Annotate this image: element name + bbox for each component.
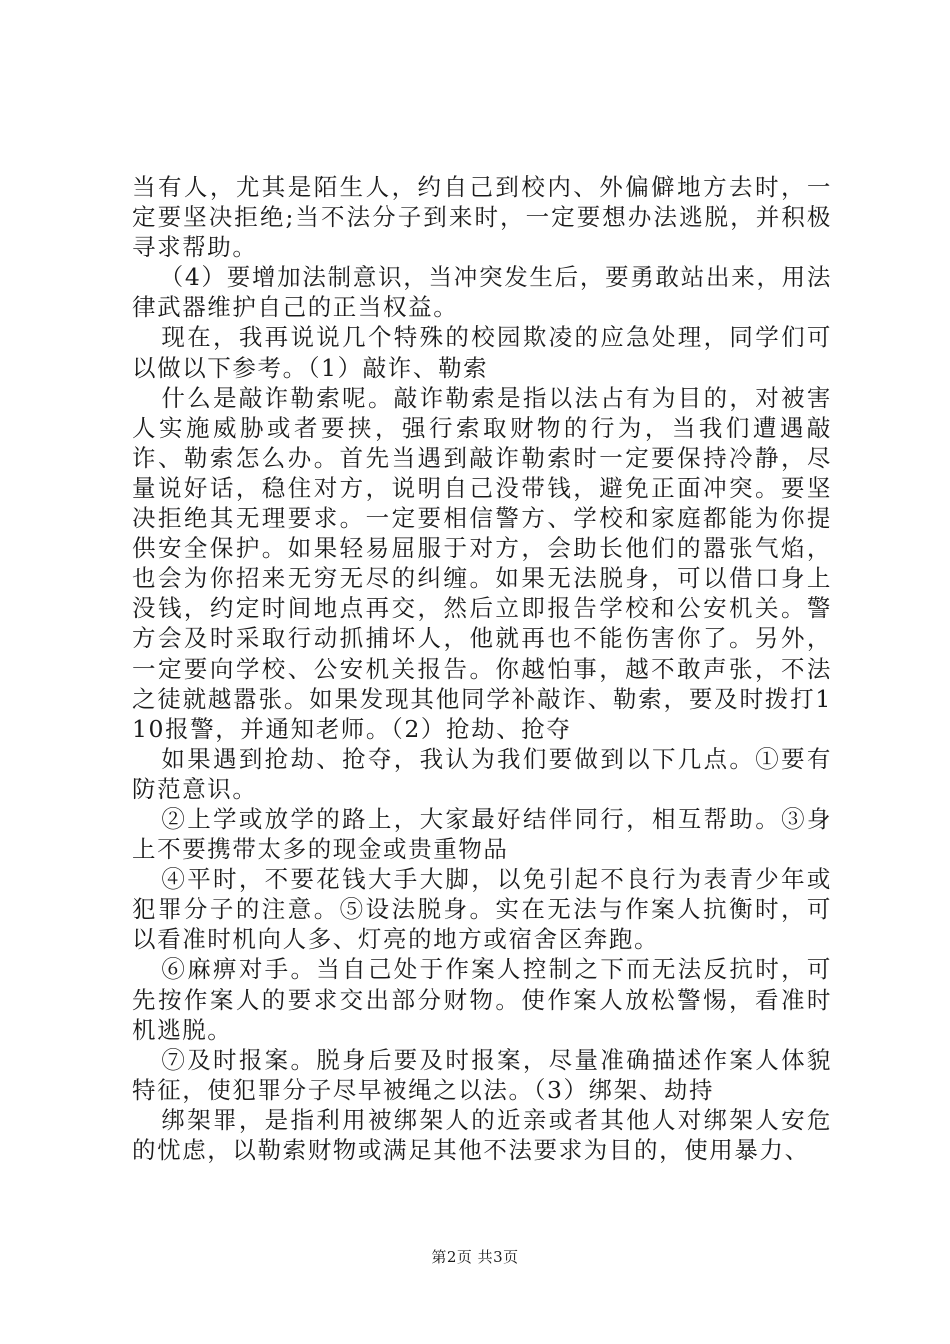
- paragraph-robbery-point-7: ⑦及时报案。脱身后要及时报案，尽量准确描述作案人体貌特征，使犯罪分子尽早被绳之以法。（3）绑架、劫持: [132, 1045, 832, 1104]
- paragraph-robbery-point-6: ⑥麻痹对手。当自己处于作案人控制之下而无法反抗时，可先按作案人的要求交出部分财物。使作案人放松警惕，看准时机逃脱。: [132, 955, 832, 1044]
- paragraph-legal-awareness: （4）要增加法制意识，当冲突发生后，要勇敢站出来，用法律武器维护自己的正当权益。: [132, 263, 832, 322]
- paragraph-extortion: 什么是敲诈勒索呢。敲诈勒索是指以法占有为目的，对被害人实施威胁或者要挟，强行索取财物的行为，当我们遭遇敲诈、勒索怎么办。首先当遇到敲诈勒索时一定要保持冷静，尽量说好话，稳住对方，说明自己没带钱，避免正面冲突。要坚决拒绝其无理要求。一定要相信警方、学校和家庭都能为你提供安全保护。如果轻易屈服于对方，会助长他们的嚣张气焰，也会为你招来无穷无尽的纠缠。如果无法脱身，可以借口身上没钱，约定时间地点再交，然后立即报告学校和公安机关。警方会及时采取行动抓捕坏人，他就再也不能伤害你了。另外，一定要向学校、公安机关报告。你越怕事，越不敢声张，不法之徒就越嚣张。如果发现其他同学补敲诈、勒索，要及时拨打110报警，并通知老师。（2）抢劫、抢夺: [132, 383, 832, 743]
- document-body: [132, 172, 832, 1165]
- paragraph-robbery-intro: 如果遇到抢劫、抢夺，我认为我们要做到以下几点。①要有防范意识。: [132, 744, 832, 803]
- paragraph-continuation: 当有人，尤其是陌生人，约自己到校内、外偏僻地方去时，一定要坚决拒绝;当不法分子到来时，一定要想办法逃脱，并积极寻求帮助。: [132, 173, 832, 262]
- paragraph-robbery-point-2-3: ②上学或放学的路上，大家最好结伴同行，相互帮助。③身上不要携带太多的现金或贵重物品: [132, 804, 832, 864]
- paragraph-robbery-point-4-5: ④平时，不要花钱大手大脚，以免引起不良行为表青少年或犯罪分子的注意。⑤设法脱身。实在无法与作案人抗衡时，可以看准时机向人多、灯亮的地方或宿舍区奔跑。: [132, 865, 832, 954]
- paragraph-special-cases-intro: 现在，我再说说几个特殊的校园欺凌的应急处理，同学们可以做以下参考。（1）敲诈、勒索: [132, 323, 832, 382]
- paragraph-kidnapping: 绑架罪，是指利用被绑架人的近亲或者其他人对绑架人安危的忧虑，以勒索财物或满足其他不法要求为目的，使用暴力、: [132, 1105, 832, 1164]
- page-number-footer: 第2页 共3页: [431, 1248, 519, 1266]
